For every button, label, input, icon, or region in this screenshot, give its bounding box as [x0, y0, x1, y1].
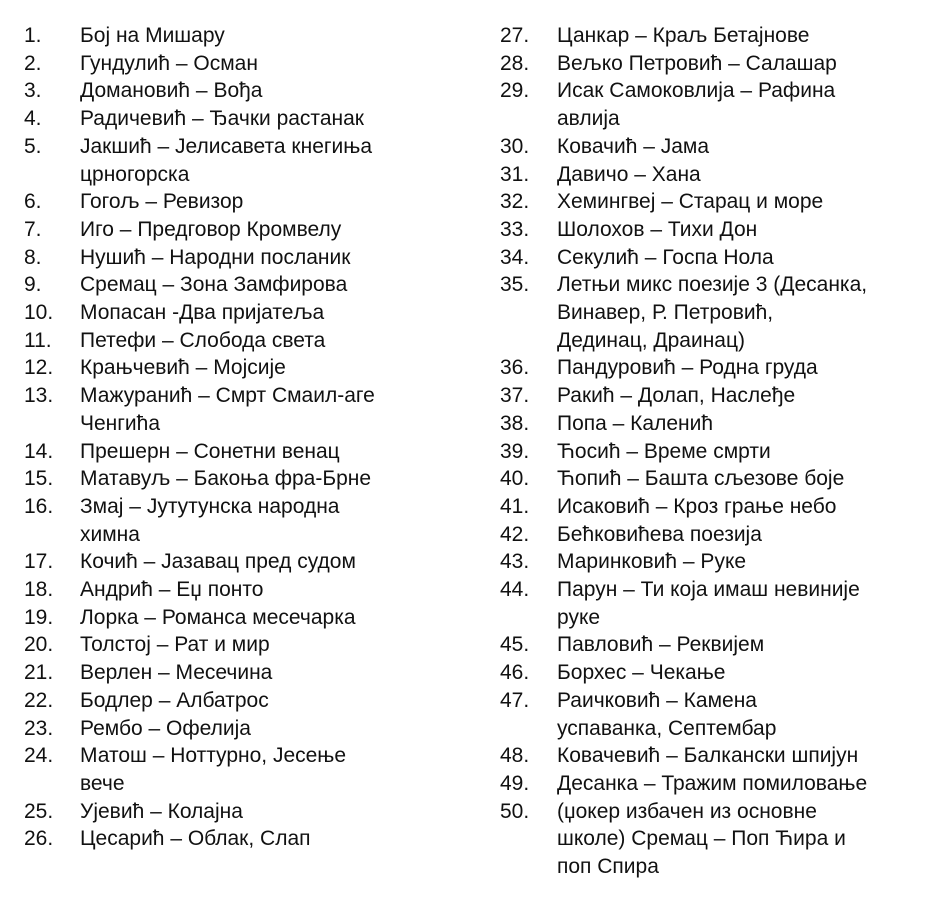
list-item-number: 46. — [500, 661, 530, 685]
list-item-text-line: Цанкар – Краљ Бетајнове — [557, 24, 810, 47]
list-item-number: 25. — [24, 799, 54, 823]
list-item-text — [80, 825, 464, 853]
list-item-text-line: (џокер избачен из основне — [557, 799, 817, 823]
list-item-text — [557, 493, 930, 521]
list-item-text — [80, 22, 464, 50]
list-item-text — [80, 133, 464, 188]
list-item-text — [80, 604, 464, 632]
list-item-text-line: Давичо – Хана — [557, 162, 701, 186]
list-item-number: 42. — [500, 522, 530, 546]
list-item — [24, 659, 464, 687]
list-item — [24, 493, 464, 548]
list-item-number: 44. — [500, 578, 530, 602]
list-item-number: 2. — [24, 51, 42, 75]
list-item-number: 3. — [24, 79, 42, 103]
list-item — [24, 798, 464, 826]
list-item-number: 30. — [500, 134, 530, 158]
list-item-text — [80, 327, 464, 355]
list-item-text-line: Раичковић – Камена — [557, 688, 757, 712]
list-item-text — [80, 188, 464, 216]
list-item-text-line: црногорска — [80, 162, 190, 186]
list-item — [500, 188, 930, 216]
list-item-text-line: Кочић – Јазавац пред судом — [80, 550, 356, 574]
list-item — [24, 188, 464, 216]
list-item-text-line: Ујевић – Колајна — [80, 799, 243, 823]
list-item-text — [80, 77, 464, 105]
list-item-text-line: Ковачић – Јама — [557, 134, 710, 158]
list-item-number: 48. — [500, 744, 530, 768]
list-item-text-line: Рембо – Офелија — [80, 716, 251, 740]
list-item-text-line: Секулић – Госпа Нола — [557, 245, 774, 269]
list-item-number: 15. — [24, 467, 54, 491]
list-item-text-line: Мопасан -Два пријатеља — [80, 301, 325, 325]
list-item-number: 35. — [500, 273, 530, 297]
list-item — [500, 521, 930, 549]
list-item-text — [80, 798, 464, 826]
list-item-text — [80, 382, 464, 437]
list-item-text — [557, 521, 930, 549]
list-item — [500, 354, 930, 382]
list-item-text-line: Павловић – Реквијем — [557, 633, 765, 657]
list-item-text-line: Хемингвеј – Старац и море — [557, 190, 824, 214]
list-item — [24, 327, 464, 355]
list-item-text — [80, 687, 464, 715]
list-item-text-line: Цесарић – Облак, Слап — [80, 827, 311, 851]
list-item — [24, 548, 464, 576]
list-item-text — [557, 50, 930, 78]
list-item-number: 27. — [500, 24, 530, 47]
list-item-number: 19. — [24, 605, 54, 629]
list-item-text-line: Гундулић – Осман — [80, 51, 258, 75]
list-item-text-line: Нушић – Народни посланик — [80, 245, 351, 269]
list-item-text — [557, 410, 930, 438]
list-item-text-line: успаванка, Септембар — [557, 716, 777, 740]
list-item-text-line: Борхес – Чекање — [557, 661, 726, 685]
list-item-text-line: Ћосић – Време смрти — [557, 439, 771, 463]
list-item — [500, 244, 930, 272]
list-item-text-line: Исаковић – Кроз грање небо — [557, 494, 837, 518]
list-item-number: 18. — [24, 578, 54, 602]
list-item-number: 34. — [500, 245, 530, 269]
list-item-text — [557, 216, 930, 244]
list-item-text-line: Дединац, Драинац) — [557, 328, 746, 352]
list-item — [500, 382, 930, 410]
list-item-text-line: Толстој – Рат и мир — [80, 633, 270, 657]
list-item-number: 22. — [24, 688, 54, 712]
list-item-text — [557, 576, 930, 631]
list-item-number: 32. — [500, 190, 530, 214]
list-item — [500, 77, 930, 132]
list-item-text — [557, 382, 930, 410]
list-item-number: 6. — [24, 190, 42, 214]
list-item-number: 38. — [500, 411, 530, 435]
list-item-text — [80, 105, 464, 133]
list-item-number: 49. — [500, 771, 530, 795]
list-item — [500, 216, 930, 244]
list-item-number: 12. — [24, 356, 54, 380]
list-item — [500, 22, 930, 50]
list-item-number: 21. — [24, 661, 54, 685]
list-item-text-line: химна — [80, 522, 140, 546]
list-item-text — [557, 687, 930, 742]
list-item-number: 39. — [500, 439, 530, 463]
list-item — [24, 22, 464, 50]
list-item-number: 29. — [500, 79, 530, 103]
list-item — [500, 465, 930, 493]
list-item-number: 8. — [24, 245, 42, 269]
list-item — [24, 825, 464, 853]
list-item — [500, 410, 930, 438]
list-item-text — [557, 133, 930, 161]
list-item-number: 28. — [500, 51, 530, 75]
list-item — [500, 576, 930, 631]
list-item-text-line: Андрић – Еџ понто — [80, 578, 264, 602]
reading-list-right-column — [500, 22, 930, 881]
list-item — [500, 798, 930, 881]
list-item — [500, 493, 930, 521]
list-item-text-line: Бећковићева поезија — [557, 522, 762, 546]
list-item-text-line: Петефи – Слобода света — [80, 328, 326, 352]
list-item-text — [80, 493, 464, 548]
list-item-text-line: Прешерн – Сонетни венац — [80, 439, 340, 463]
list-item-text-line: Бој на Мишару — [80, 24, 225, 47]
list-item — [24, 271, 464, 299]
list-item-text — [80, 631, 464, 659]
list-item-text-line: Радичевић – Ђачки растанак — [80, 107, 364, 131]
list-item-text — [80, 216, 464, 244]
list-item — [24, 50, 464, 78]
list-item-number: 9. — [24, 273, 42, 297]
list-item-text — [557, 659, 930, 687]
list-item-text-line: Парун – Ти која имаш невиније — [557, 578, 860, 602]
list-item — [500, 770, 930, 798]
list-item-text-line: Исак Самоковлија – Рафина — [557, 79, 836, 103]
list-item — [24, 354, 464, 382]
reading-list-left-column — [24, 22, 464, 853]
list-item-number: 23. — [24, 716, 54, 740]
list-item-text-line: Ракић – Долап, Наслеђе — [557, 384, 796, 408]
list-item-number: 47. — [500, 688, 530, 712]
list-item — [500, 548, 930, 576]
list-item-number: 20. — [24, 633, 54, 657]
list-item-text — [557, 465, 930, 493]
list-item-text — [80, 244, 464, 272]
list-item-text-line: Домановић – Вођа — [80, 79, 263, 103]
list-item — [24, 715, 464, 743]
list-item-text-line: Шолохов – Тихи Дон — [557, 217, 758, 241]
list-item-text-line: Верлен – Месечина — [80, 661, 273, 685]
list-item-text — [557, 271, 930, 354]
list-item-text — [557, 742, 930, 770]
list-item-text-line: Попа – Каленић — [557, 411, 714, 435]
list-item — [24, 105, 464, 133]
list-item-text — [80, 548, 464, 576]
list-item — [24, 299, 464, 327]
list-item-number: 50. — [500, 799, 530, 823]
list-item-text — [557, 244, 930, 272]
list-item-number: 4. — [24, 107, 42, 131]
list-item — [24, 133, 464, 188]
list-item-text-line: руке — [557, 605, 601, 629]
list-item-text — [80, 742, 464, 797]
list-item-text-line: Мажуранић – Смрт Смаил-аге — [80, 384, 375, 408]
list-item-number: 43. — [500, 550, 530, 574]
list-item-number: 10. — [24, 301, 54, 325]
list-item-number: 37. — [500, 384, 530, 408]
list-item — [500, 687, 930, 742]
list-item-text-line: Крањчевић – Мојсије — [80, 356, 286, 380]
list-item-text — [80, 715, 464, 743]
list-item — [24, 382, 464, 437]
list-item-text-line: Сремац – Зона Замфирова — [80, 273, 348, 297]
list-item-number: 41. — [500, 494, 530, 518]
list-item-text — [80, 576, 464, 604]
list-item-text — [557, 798, 930, 881]
list-item — [500, 438, 930, 466]
list-item — [24, 576, 464, 604]
list-item-number: 11. — [24, 328, 52, 352]
list-item-text — [557, 354, 930, 382]
list-item-text-line: Пандуровић – Родна груда — [557, 356, 818, 380]
list-item-text — [80, 271, 464, 299]
list-item-text — [557, 188, 930, 216]
list-item-text — [557, 438, 930, 466]
list-item-text-line: школе) Сремац – Поп Ћира и — [557, 827, 846, 851]
list-item-text-line: Вељко Петровић – Салашар — [557, 51, 837, 75]
list-item-text-line: Бодлер – Албатрос — [80, 688, 269, 712]
list-item — [500, 271, 930, 354]
list-item — [24, 216, 464, 244]
list-item-number: 16. — [24, 494, 54, 518]
list-item-text — [557, 22, 930, 50]
list-item-text — [80, 354, 464, 382]
list-item-text — [557, 548, 930, 576]
list-item-text-line: авлија — [557, 107, 620, 131]
list-item-text-line: Гогољ – Ревизор — [80, 190, 244, 214]
list-item — [500, 659, 930, 687]
list-item-text — [557, 77, 930, 132]
list-item-number: 13. — [24, 384, 54, 408]
list-item — [24, 465, 464, 493]
list-item-text-line: Иго – Предговор Кромвелу — [80, 217, 342, 241]
list-item-text — [80, 438, 464, 466]
list-item-text-line: Ћопић – Башта сљезове боје — [557, 467, 845, 491]
list-item — [24, 438, 464, 466]
list-item-text-line: поп Спира — [557, 855, 659, 879]
list-item-number: 14. — [24, 439, 54, 463]
list-item — [500, 50, 930, 78]
list-item-text — [80, 659, 464, 687]
list-item — [24, 742, 464, 797]
list-item-text-line: Змај – Јутутунска народна — [80, 494, 340, 518]
list-item — [500, 631, 930, 659]
list-item-text — [80, 465, 464, 493]
list-item-number: 33. — [500, 217, 530, 241]
list-item-text-line: Ченгића — [80, 411, 161, 435]
list-item — [24, 77, 464, 105]
list-item-text-line: Лорка – Романса месечарка — [80, 605, 356, 629]
list-item-number: 40. — [500, 467, 530, 491]
list-item-text — [80, 50, 464, 78]
list-item — [24, 604, 464, 632]
list-item-number: 1. — [24, 24, 42, 47]
list-item-text — [557, 770, 930, 798]
list-item-text-line: Матош – Ноттурно, Јесење — [80, 744, 347, 768]
list-item-text-line: Десанка – Тражим помиловање — [557, 771, 868, 795]
list-item-number: 31. — [500, 162, 530, 186]
list-item-number: 36. — [500, 356, 530, 380]
list-item — [500, 133, 930, 161]
list-item-text-line: Матавуљ – Бакоња фра-Брне — [80, 467, 372, 491]
list-item-text-line: Летњи микс поезије 3 (Десанка, — [557, 273, 868, 297]
list-item — [500, 161, 930, 189]
list-item-text — [80, 299, 464, 327]
list-item-text — [557, 161, 930, 189]
list-item-number: 17. — [24, 550, 54, 574]
list-item — [24, 687, 464, 715]
list-item-number: 7. — [24, 217, 42, 241]
list-item-number: 26. — [24, 827, 54, 851]
list-item-number: 5. — [24, 134, 42, 158]
list-item-text-line: Винавер, Р. Петровић, — [557, 301, 774, 325]
list-item-text — [557, 631, 930, 659]
list-item — [24, 244, 464, 272]
list-item-text-line: Јакшић – Јелисавета кнегиња — [80, 134, 373, 158]
list-item-text-line: Маринковић – Руке — [557, 550, 747, 574]
list-item-number: 24. — [24, 744, 54, 768]
list-item-number: 45. — [500, 633, 530, 657]
list-item-text-line: вече — [80, 771, 125, 795]
list-item-text-line: Ковачевић – Балкански шпијун — [557, 744, 859, 768]
list-item — [500, 742, 930, 770]
list-item — [24, 631, 464, 659]
